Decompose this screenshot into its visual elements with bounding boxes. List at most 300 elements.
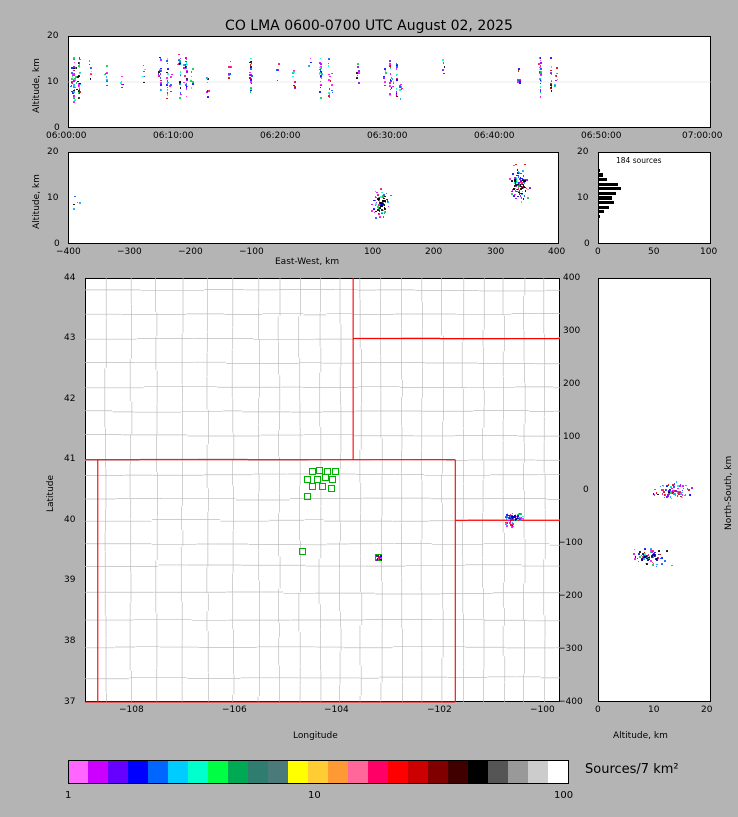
tick-ew-y-20: 20 xyxy=(47,147,59,157)
data-point xyxy=(522,170,524,172)
data-point xyxy=(526,179,528,181)
data-point xyxy=(292,76,294,78)
data-point xyxy=(685,485,687,487)
data-point xyxy=(183,82,185,84)
tick-map-x--100: −100 xyxy=(530,705,555,715)
data-point xyxy=(167,73,169,75)
time-height-ylabel: Altitude, km xyxy=(32,58,42,113)
data-point xyxy=(652,564,654,566)
colorbar-segment xyxy=(268,760,288,784)
tick-ew-x--300: −300 xyxy=(117,247,142,257)
tick-map-y-40: 40 xyxy=(64,515,76,525)
data-point xyxy=(688,489,690,491)
data-point xyxy=(186,71,188,73)
colorbar-segment xyxy=(368,760,388,784)
data-point xyxy=(659,554,661,556)
data-point xyxy=(73,204,75,206)
tick-map-x--104: −104 xyxy=(324,705,349,715)
data-point xyxy=(294,81,296,83)
density-cell xyxy=(329,476,336,483)
data-point xyxy=(396,79,398,81)
tick-map-y-41: 41 xyxy=(64,454,76,464)
data-point xyxy=(358,72,360,74)
data-point xyxy=(384,208,386,210)
data-point xyxy=(512,173,514,175)
data-point xyxy=(518,171,520,173)
tick-th-y-10: 10 xyxy=(47,77,59,87)
ew-height-panel xyxy=(68,152,559,244)
colorbar-segment xyxy=(148,760,168,784)
data-point xyxy=(73,86,75,88)
colorbar-segment xyxy=(528,760,548,784)
ns-alt-ylabel: North-South, km xyxy=(724,455,734,530)
colorbar-segment xyxy=(348,760,368,784)
colorbar-segment xyxy=(108,760,128,784)
data-point xyxy=(653,493,655,495)
data-point xyxy=(513,188,515,190)
tick-ns-x-10: 10 xyxy=(648,705,660,715)
tick-ns-y--300: −300 xyxy=(558,644,583,654)
data-point xyxy=(294,86,296,88)
tick-ns-y-100: 100 xyxy=(563,432,581,442)
data-point xyxy=(381,205,383,207)
density-cell xyxy=(322,474,329,481)
data-point xyxy=(79,72,81,74)
data-point xyxy=(208,90,210,92)
tick-hist-x-50: 50 xyxy=(648,247,660,257)
data-point xyxy=(673,486,675,488)
data-point xyxy=(250,87,252,89)
data-point xyxy=(520,195,522,197)
data-point xyxy=(358,82,360,84)
histogram-bar xyxy=(598,206,609,209)
data-point xyxy=(185,61,187,63)
data-point xyxy=(329,76,331,78)
data-point xyxy=(540,96,542,98)
data-point xyxy=(663,491,665,493)
tick-ns-y-400: 400 xyxy=(563,273,581,283)
data-point xyxy=(511,526,513,528)
cbar-tick-100: 100 xyxy=(554,790,574,801)
data-point xyxy=(207,79,209,81)
data-point xyxy=(514,516,516,518)
altitude-histogram-panel xyxy=(598,152,711,244)
data-point xyxy=(71,72,73,74)
data-point xyxy=(540,75,542,77)
data-point xyxy=(192,68,194,70)
data-point xyxy=(518,70,520,72)
data-point xyxy=(656,559,658,561)
tick-th-x-1: 06:10:00 xyxy=(153,131,194,141)
data-point xyxy=(396,91,398,93)
tick-map-y-43: 43 xyxy=(64,333,76,343)
tick-ns-x-20: 20 xyxy=(701,705,713,715)
tick-th-x-3: 06:30:00 xyxy=(367,131,408,141)
tick-hist-x-100: 100 xyxy=(700,247,718,257)
tick-map-y-44: 44 xyxy=(64,273,76,283)
data-point xyxy=(551,90,553,92)
tick-ew-x-100: 100 xyxy=(364,247,382,257)
tick-hist-y-10: 10 xyxy=(577,193,589,203)
tick-ns-y--100: −100 xyxy=(558,538,583,548)
colorbar-segment xyxy=(308,760,328,784)
map-xlabel: Longitude xyxy=(293,731,338,741)
data-point xyxy=(320,85,322,87)
data-point xyxy=(539,78,541,80)
ew-height-xlabel: East-West, km xyxy=(275,257,340,267)
colorbar-segment xyxy=(168,760,188,784)
data-point xyxy=(393,81,395,83)
histogram-bar xyxy=(598,173,603,176)
data-point xyxy=(648,559,650,561)
data-point xyxy=(511,191,513,193)
data-point xyxy=(379,216,381,218)
colorbar-segment xyxy=(288,760,308,784)
colorbar-segment xyxy=(68,760,89,784)
histogram-bar xyxy=(598,183,618,186)
density-cell xyxy=(299,548,306,555)
data-point xyxy=(507,520,509,522)
histogram-bar xyxy=(598,169,600,172)
data-point xyxy=(356,77,358,79)
tick-hist-y-0: 0 xyxy=(584,239,590,249)
data-point xyxy=(169,85,171,87)
data-point xyxy=(638,553,640,555)
data-point xyxy=(166,98,168,100)
data-point xyxy=(383,200,385,202)
data-point xyxy=(329,88,331,90)
data-point xyxy=(396,88,398,90)
data-point xyxy=(166,77,168,79)
data-point xyxy=(674,483,676,485)
data-point xyxy=(513,195,515,197)
data-point xyxy=(79,59,81,61)
histogram-bar xyxy=(598,187,621,190)
data-point xyxy=(384,211,386,213)
data-point xyxy=(674,490,676,492)
tick-th-y-0: 0 xyxy=(54,123,60,133)
colorbar-segment xyxy=(468,760,488,784)
tick-ns-y-0: 0 xyxy=(583,485,589,495)
data-point xyxy=(377,194,379,196)
data-point xyxy=(506,525,508,527)
data-point xyxy=(658,550,660,552)
data-point xyxy=(320,97,322,99)
data-point xyxy=(519,82,521,84)
data-point xyxy=(319,91,321,93)
data-point xyxy=(389,85,391,87)
data-point xyxy=(524,180,526,182)
ns-alt-xlabel: Altitude, km xyxy=(613,731,668,741)
data-point xyxy=(646,563,648,565)
tick-map-x--102: −102 xyxy=(427,705,452,715)
histogram-bar xyxy=(598,196,612,199)
density-cell xyxy=(316,467,323,474)
data-point xyxy=(396,66,398,68)
data-point xyxy=(396,95,398,97)
data-point xyxy=(682,485,684,487)
data-point xyxy=(662,493,664,495)
data-point xyxy=(377,558,379,560)
data-point xyxy=(357,63,359,65)
data-point xyxy=(250,66,252,68)
data-point xyxy=(373,208,375,210)
data-point xyxy=(206,77,208,79)
data-point xyxy=(670,491,672,493)
data-point xyxy=(673,493,675,495)
data-point xyxy=(292,72,294,74)
map-ylabel: Latitude xyxy=(46,474,56,512)
data-point xyxy=(250,90,252,92)
density-cell xyxy=(304,476,311,483)
data-point xyxy=(385,72,387,74)
tick-map-x--108: −108 xyxy=(119,705,144,715)
data-point xyxy=(73,208,75,210)
data-point xyxy=(390,195,392,197)
data-point xyxy=(186,79,188,81)
data-point xyxy=(383,77,385,79)
data-point xyxy=(634,558,636,560)
data-point xyxy=(516,177,518,179)
tick-map-y-37: 37 xyxy=(64,697,76,707)
data-point xyxy=(511,193,513,195)
tick-hist-y-20: 20 xyxy=(577,147,589,157)
data-point xyxy=(356,72,358,74)
data-point xyxy=(160,84,162,86)
data-point xyxy=(186,67,188,69)
data-point xyxy=(666,550,668,552)
data-point xyxy=(106,79,108,81)
density-cell xyxy=(328,485,335,492)
data-point xyxy=(523,518,525,520)
data-point xyxy=(443,62,445,64)
tick-map-y-38: 38 xyxy=(64,636,76,646)
histogram-bar xyxy=(598,192,616,195)
data-point xyxy=(184,75,186,77)
histogram-bar xyxy=(598,215,600,218)
density-cell xyxy=(319,483,326,490)
density-cell xyxy=(309,468,316,475)
data-point xyxy=(517,79,519,81)
tick-th-x-4: 06:40:00 xyxy=(474,131,515,141)
tick-ew-y-0: 0 xyxy=(54,239,60,249)
data-point xyxy=(679,485,681,487)
tick-ns-y--400: −400 xyxy=(558,697,583,707)
data-point xyxy=(79,202,81,204)
data-point xyxy=(293,71,295,73)
tick-th-x-5: 06:50:00 xyxy=(581,131,622,141)
cbar-tick-1: 1 xyxy=(65,790,72,801)
data-point xyxy=(399,89,401,91)
colorbar-segment xyxy=(548,760,569,784)
data-point xyxy=(167,68,169,70)
data-point xyxy=(192,83,194,85)
data-point xyxy=(399,85,401,87)
data-point xyxy=(689,494,691,496)
colorbar-segment xyxy=(208,760,228,784)
tick-ew-x-200: 200 xyxy=(425,247,443,257)
data-point xyxy=(73,57,75,59)
cbar-tick-10: 10 xyxy=(308,790,321,801)
colorbar-label: Sources/7 km² xyxy=(585,762,679,777)
data-point xyxy=(511,517,513,519)
data-point xyxy=(642,553,644,555)
data-point xyxy=(389,82,391,84)
data-point xyxy=(527,197,529,199)
data-point xyxy=(520,513,522,515)
data-point xyxy=(328,79,330,81)
data-point xyxy=(170,76,172,78)
data-point xyxy=(556,73,558,75)
data-point xyxy=(73,73,75,75)
data-point xyxy=(377,209,379,211)
data-point xyxy=(179,60,181,62)
density-cell xyxy=(332,468,339,475)
data-point xyxy=(384,204,386,206)
data-point xyxy=(358,70,360,72)
data-point xyxy=(509,522,511,524)
colorbar-segment xyxy=(428,760,448,784)
data-point xyxy=(74,99,76,101)
data-point xyxy=(380,188,382,190)
data-point xyxy=(442,69,444,71)
data-point xyxy=(381,212,383,214)
data-point xyxy=(166,60,168,62)
data-point xyxy=(375,217,377,219)
data-point xyxy=(517,196,519,198)
data-point xyxy=(161,89,163,91)
data-point xyxy=(160,59,162,61)
data-point xyxy=(106,65,108,67)
colorbar-segment xyxy=(328,760,348,784)
tick-map-y-39: 39 xyxy=(64,575,76,585)
source-count-label: 184 sources xyxy=(616,156,662,165)
data-point xyxy=(328,58,330,60)
data-point xyxy=(670,496,672,498)
density-cell xyxy=(304,493,311,500)
data-point xyxy=(523,198,525,200)
data-point xyxy=(551,66,553,68)
data-point xyxy=(383,198,385,200)
histogram-bar xyxy=(598,178,607,181)
data-point xyxy=(73,91,75,93)
data-point xyxy=(519,79,521,81)
tick-ns-y-200: 200 xyxy=(563,379,581,389)
data-point xyxy=(371,204,373,206)
data-point xyxy=(319,72,321,74)
data-point xyxy=(550,70,552,72)
data-point xyxy=(515,164,517,166)
data-point xyxy=(319,62,321,64)
data-point xyxy=(90,67,92,69)
data-point xyxy=(381,209,383,211)
density-cell xyxy=(314,476,321,483)
data-point xyxy=(73,101,75,103)
data-point xyxy=(652,550,654,552)
data-point xyxy=(521,197,523,199)
data-point xyxy=(320,75,322,77)
chart-title: CO LMA 0600-0700 UTC August 02, 2025 xyxy=(225,18,513,34)
tick-ew-x--200: −200 xyxy=(178,247,203,257)
data-point xyxy=(229,66,231,68)
tick-ew-y-10: 10 xyxy=(47,193,59,203)
data-point xyxy=(523,186,525,188)
data-point xyxy=(384,81,386,83)
tick-th-x-2: 06:20:00 xyxy=(260,131,301,141)
histogram-bar xyxy=(598,201,614,204)
tick-ew-x--400: −400 xyxy=(56,247,81,257)
data-point xyxy=(250,58,252,60)
data-point xyxy=(228,77,230,79)
data-point xyxy=(180,87,182,89)
data-point xyxy=(250,68,252,70)
colorbar-segment xyxy=(408,760,428,784)
data-point xyxy=(661,563,663,565)
data-point xyxy=(277,69,279,71)
data-point xyxy=(522,179,524,181)
data-point xyxy=(371,210,373,212)
data-point xyxy=(678,492,680,494)
data-point xyxy=(550,72,552,74)
data-point xyxy=(515,190,517,192)
tick-th-x-0: 06:00:00 xyxy=(46,131,87,141)
data-point xyxy=(378,556,380,558)
data-point xyxy=(540,62,542,64)
data-point xyxy=(665,489,667,491)
tick-ew-x-300: 300 xyxy=(487,247,505,257)
data-point xyxy=(691,487,693,489)
data-point xyxy=(520,188,522,190)
data-point xyxy=(644,548,646,550)
data-point xyxy=(529,187,531,189)
tick-hist-x-0: 0 xyxy=(595,247,601,257)
data-point xyxy=(668,491,670,493)
tick-map-y-42: 42 xyxy=(64,394,76,404)
data-point xyxy=(443,73,445,75)
colorbar-segment xyxy=(228,760,248,784)
data-point xyxy=(160,70,162,72)
data-point xyxy=(442,59,444,61)
tick-ew-x-400: 400 xyxy=(548,247,566,257)
histogram-bar xyxy=(598,210,604,213)
tick-ew-x--100: −100 xyxy=(239,247,264,257)
data-point xyxy=(357,66,359,68)
data-point xyxy=(250,74,252,76)
colorbar xyxy=(68,760,568,782)
tick-th-x-6: 07:00:00 xyxy=(682,131,723,141)
colorbar-segment xyxy=(248,760,268,784)
data-point xyxy=(554,84,556,86)
colorbar-segment xyxy=(508,760,528,784)
data-point xyxy=(641,558,643,560)
tick-th-y-20: 20 xyxy=(47,31,59,41)
density-cell xyxy=(309,483,316,490)
data-point xyxy=(550,84,552,86)
data-point xyxy=(519,190,521,192)
data-point xyxy=(511,180,513,182)
data-point xyxy=(550,57,552,59)
colorbar-segment xyxy=(188,760,208,784)
data-point xyxy=(648,557,650,559)
data-point xyxy=(73,84,75,86)
data-point xyxy=(251,62,253,64)
colorbar-segment xyxy=(128,760,148,784)
colorbar-segment xyxy=(88,760,108,784)
data-point xyxy=(89,60,91,62)
data-point xyxy=(179,97,181,99)
data-point xyxy=(664,560,666,562)
data-point xyxy=(509,178,511,180)
